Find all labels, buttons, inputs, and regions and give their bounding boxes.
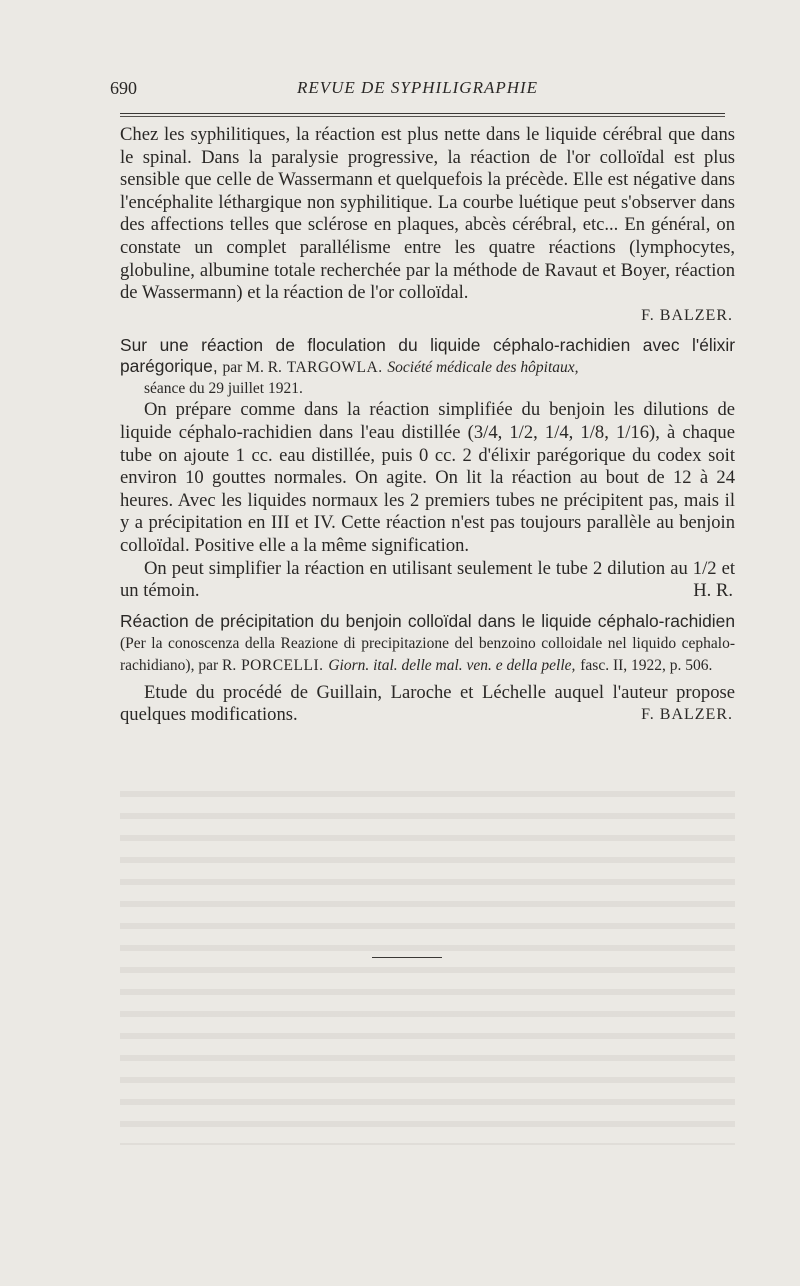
article2-title: Sur une réaction de floculation du liquide céphalo-rachidien avec l'élixir parégorique, bbox=[120, 335, 735, 377]
article3-paragraph-text: Etude du procédé de Guillain, Laroche et Léchelle auquel l'auteur propose quelques modifications. bbox=[120, 681, 735, 726]
closing-rule bbox=[372, 957, 442, 958]
article3-original-title: (Per la conoscenza della Reazione di precipitazione del benzoino colloidale nel liquido cephalo-rachidiano), par R. bbox=[120, 634, 735, 674]
article2-signature: H. R. bbox=[693, 580, 733, 602]
article3-title: Réaction de précipitation du benjoin colloïdal dans le liquide céphalo-rachidien bbox=[120, 610, 735, 631]
article2-paragraph2-text: On peut simplifier la réaction en utilisant seulement le tube 2 dilution au 1/2 et un témoin. bbox=[120, 557, 735, 602]
show-through-texture bbox=[120, 785, 735, 1145]
article3-journal: Giorn. ital. delle mal. ven. e della pelle, bbox=[328, 656, 576, 674]
article3-heading bbox=[120, 611, 735, 676]
article1-paragraph: Chez les syphilitiques, la réaction est plus nette dans le liquide cérébral que dans le spinal. Dans la paralysie progressive, la réaction de l'or colloïdal est plus sensible que celle de Wassermann et quelquefois la précède. Elle est négative dans l'encéphalite léthargique non syphilitique. La courbe luétique peut s'observer dans des affections telles que sclérose en plaques, abcès cérébral, etc... En général, on constate un complet parallélisme entre les quatre réactions (lymphocytes, globuline, albumine totale recherchée par la méthode de Ravaut et Boyer, réaction de Wassermann) et la réaction de l'or colloïdal. bbox=[120, 124, 735, 304]
article2-author: TARGOWLA. bbox=[286, 359, 383, 377]
article2-by: par M. R. bbox=[222, 359, 282, 377]
article3-signature: F. BALZER. bbox=[641, 706, 733, 724]
article1-signature: F. BALZER. bbox=[641, 306, 733, 324]
header-rule-thin bbox=[120, 116, 725, 117]
article2-paragraph2 bbox=[120, 558, 735, 603]
body-text bbox=[120, 124, 735, 727]
article3-issue: fasc. II, 1922, p. 506. bbox=[580, 656, 713, 674]
article2-paragraph1: On prépare comme dans la réaction simplifiée du benjoin les dilutions de liquide céphalo-rachidien dans l'eau distillée (3/4, 1/2, 1/4, 1/8, 1/16), à chaque tube on ajoute 1 cc. eau distillée, puis 0 cc. 2 d'élixir parégorique du codex soit environ 10 gouttes normales. On agite. On lit la réaction au bout de 12 à 24 heures. Avec les liquides normaux les 2 premiers tubes ne précipitent pas, mais il y a précipitation en III et IV. Cette réaction n'est pas toujours parallèle au benjoin colloïdal. Positive elle a la même signification. bbox=[120, 399, 735, 556]
article3-paragraph bbox=[120, 682, 735, 727]
page-number: 690 bbox=[110, 78, 137, 98]
header-rule bbox=[120, 113, 725, 114]
article3-author: PORCELLI. bbox=[241, 656, 324, 674]
article2-heading bbox=[120, 335, 735, 378]
page-header bbox=[110, 78, 725, 104]
article2-journal: Société médicale des hôpitaux, bbox=[387, 359, 579, 377]
article2-date: séance du 29 juillet 1921. bbox=[144, 380, 303, 398]
running-title: REVUE DE SYPHILIGRAPHIE bbox=[296, 78, 539, 97]
